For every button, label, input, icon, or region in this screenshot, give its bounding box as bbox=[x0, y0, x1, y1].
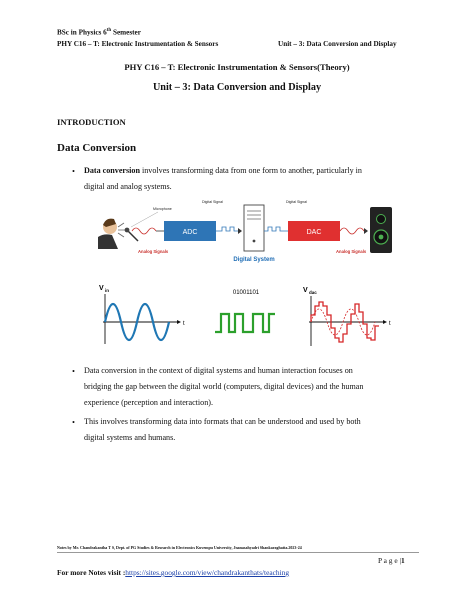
waveform-svg bbox=[97, 282, 397, 352]
bullet-icon: • bbox=[72, 166, 75, 176]
analog-signals-label-left: Analog Signals bbox=[138, 249, 169, 254]
digital-square-wave bbox=[215, 314, 275, 332]
bullet-item bbox=[72, 163, 422, 195]
dac-output-plot bbox=[303, 287, 391, 346]
vdac-subscript: dac bbox=[309, 290, 317, 295]
bullet2-line1: Data conversion in the context of digital systems and human interaction focuses on bbox=[84, 366, 353, 375]
vin-label: V bbox=[99, 285, 104, 292]
analog-input-plot bbox=[99, 285, 185, 344]
header-semester-sup: th bbox=[106, 28, 112, 33]
bullet2-line2: bridging the gap between the digital world (computers, digital devices) and the human bbox=[84, 382, 364, 391]
bullet2-line3: experience (perception and interaction). bbox=[84, 398, 213, 407]
footer-notes: Notes by Mr. Chandrakantha T S, Dept. of PG Studies & Research in Electronics Kuvempu University, Jnanasahyadri Shankaraghatta.2023-24 bbox=[57, 545, 302, 550]
page-number-block bbox=[378, 556, 405, 565]
unit-title: Unit – 3: Data Conversion and Display bbox=[152, 82, 322, 93]
microphone-label: Microphone bbox=[153, 207, 172, 211]
bullet-bold-term: Data conversion bbox=[84, 166, 140, 175]
header-unit: Unit – 3: Data Conversion and Display bbox=[278, 40, 397, 48]
analog-in-wave bbox=[132, 228, 156, 234]
header-semester-text: BSc in Physics 6 bbox=[57, 28, 107, 37]
person-speaking-icon bbox=[98, 219, 126, 249]
data-conversion-diagram bbox=[98, 197, 398, 269]
t-label-2: t bbox=[389, 321, 391, 327]
footer-visit bbox=[57, 568, 289, 577]
digital-wave-left bbox=[216, 227, 238, 231]
visit-prefix: For more Notes visit : bbox=[57, 568, 126, 577]
waveform-figure bbox=[97, 282, 397, 352]
vin-subscript: in bbox=[105, 288, 109, 293]
header-semester bbox=[57, 28, 141, 36]
page-number: 1 bbox=[400, 556, 405, 565]
digital-system-label: Digital System bbox=[233, 257, 275, 263]
notes-link[interactable]: https://sites.google.com/view/chandrakanthats/teaching bbox=[125, 568, 290, 577]
bullet-item-2 bbox=[72, 363, 422, 411]
header-semester-tail: Semester bbox=[111, 28, 141, 37]
section-heading: INTRODUCTION bbox=[57, 117, 126, 127]
digital-signal-plot bbox=[215, 290, 275, 332]
bullet3-line1: This involves transforming data into formats that can be understood and used by both bbox=[84, 417, 361, 426]
analog-out-wave bbox=[340, 228, 364, 234]
t-axis-arrow-icon-2 bbox=[383, 320, 387, 324]
speaker-icon bbox=[370, 207, 392, 253]
page-label: P a g e | bbox=[378, 556, 401, 565]
vdac-label: V bbox=[303, 287, 308, 294]
microphone-pointer bbox=[131, 212, 158, 227]
microphone-icon bbox=[125, 228, 138, 241]
bullet-text: involves transforming data from one form to another, particularly in bbox=[139, 166, 362, 175]
bullet3-line2: digital systems and humans. bbox=[84, 433, 176, 442]
t-axis-arrow-icon bbox=[177, 320, 181, 324]
bullet-icon-2: • bbox=[72, 366, 75, 376]
digital-signal-label-left: Digital Signal bbox=[202, 200, 223, 204]
header-course: PHY C16 – T: Electronic Instrumentation & Sensors bbox=[57, 40, 219, 48]
digital-signal-label-right: Digital Signal bbox=[286, 200, 307, 204]
footer-divider bbox=[57, 552, 419, 553]
arrow-head-icon-right bbox=[364, 228, 368, 234]
document-title: PHY C16 – T: Electronic Instrumentation & Sensors(Theory) bbox=[124, 62, 350, 72]
adc-label: ADC bbox=[182, 229, 198, 236]
digital-wave-right bbox=[264, 227, 288, 231]
bullet-item-3 bbox=[72, 414, 422, 446]
dac-label: DAC bbox=[306, 229, 322, 236]
t-label-1: t bbox=[183, 321, 185, 327]
analog-signals-label-right: Analog Signals bbox=[336, 249, 367, 254]
bullet-text-cont: digital and analog systems. bbox=[84, 182, 172, 191]
bullet-icon-3: • bbox=[72, 417, 75, 427]
binary-label: 01001101 bbox=[232, 290, 260, 296]
arrow-head-icon bbox=[238, 228, 242, 234]
subsection-heading: Data Conversion bbox=[57, 142, 137, 154]
computer-tower-icon bbox=[244, 205, 264, 251]
